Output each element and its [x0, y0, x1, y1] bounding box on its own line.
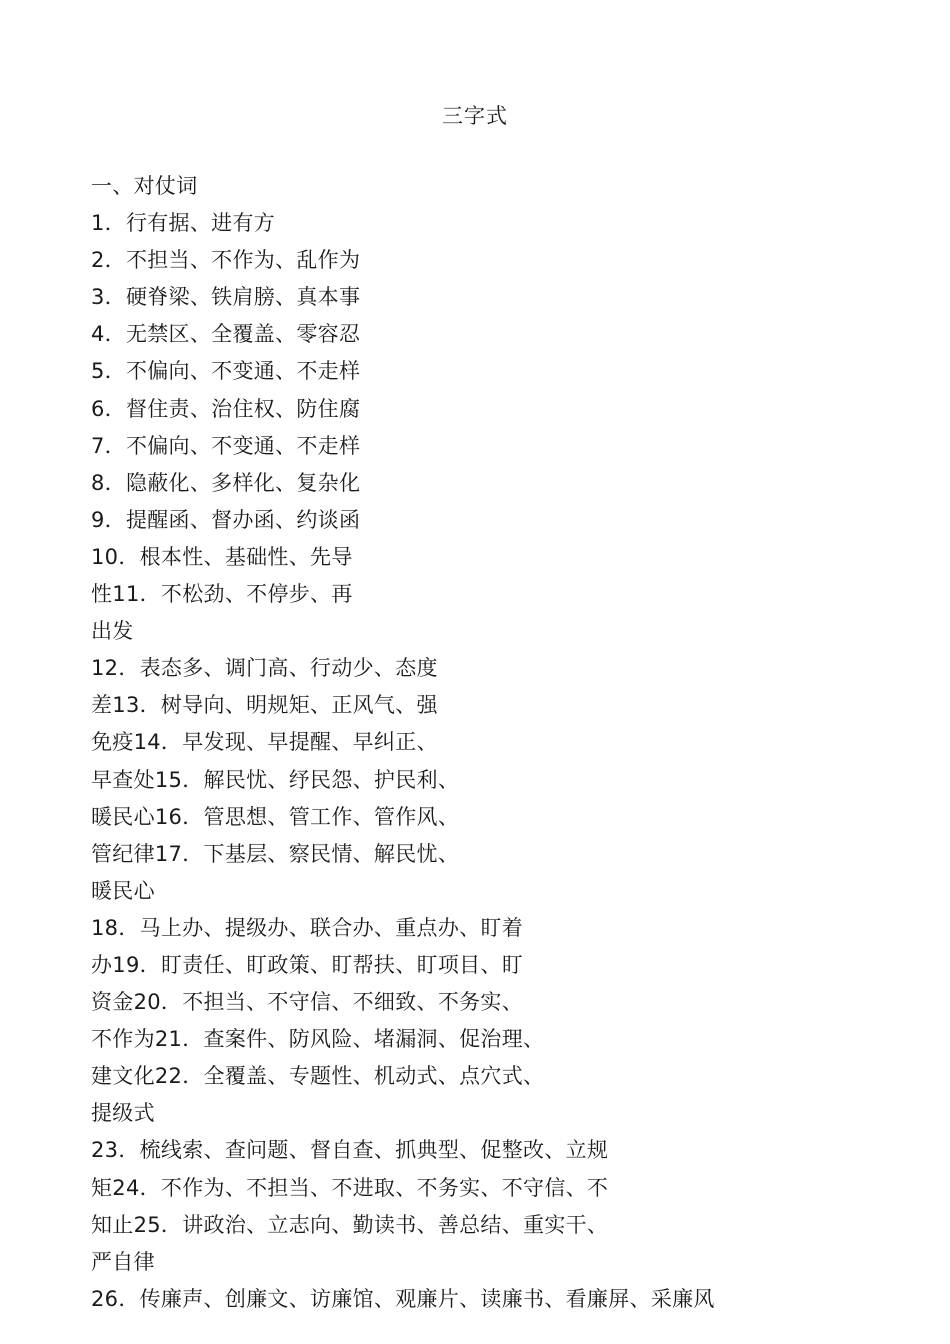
- text-line: 一、对仗词: [91, 174, 198, 198]
- document-body: [91, 168, 911, 1318]
- text-line: 严自律: [91, 1249, 155, 1274]
- text-line: 1．行有据、进有方: [91, 211, 276, 236]
- text-line: 10．根本性、基础性、先导: [91, 544, 353, 569]
- text-line: 出发: [91, 619, 134, 644]
- text-line: 不作为21．查案件、防风险、堵漏洞、促治理、: [91, 1027, 545, 1052]
- text-line: 管纪律17．下基层、察民情、解民忧、: [91, 841, 460, 866]
- text-line: 提级式: [91, 1101, 155, 1126]
- text-line: 8．隐蔽化、多样化、复杂化: [91, 470, 361, 495]
- text-line: 23．梳线索、查问题、督自查、抓典型、促整改、立规: [91, 1138, 609, 1163]
- text-line: 6．督住责、治住权、防住腐: [91, 396, 361, 421]
- text-line: 早查处15．解民忧、纾民怨、护民利、: [91, 767, 460, 792]
- text-line: 暖民心16．管思想、管工作、管作风、: [91, 804, 460, 829]
- text-line: 性11．不松劲、不停步、再: [91, 582, 353, 607]
- text-line: 资金20．不担当、不守信、不细致、不务实、: [91, 990, 524, 1015]
- text-line: 办19．盯责任、盯政策、盯帮扶、盯项目、盯: [91, 952, 524, 977]
- text-line: 免疫14．早发现、早提醒、早纠正、: [91, 730, 438, 755]
- text-line: 7．不偏向、不变通、不走样: [91, 433, 361, 458]
- document-title: 三字式: [442, 104, 508, 128]
- text-line: 矩24．不作为、不担当、不进取、不务实、不守信、不: [91, 1175, 609, 1200]
- text-line: 暖民心: [91, 878, 155, 903]
- text-line: 2．不担当、不作为、乱作为: [91, 248, 361, 273]
- text-line: 9．提醒函、督办函、约谈函: [91, 507, 361, 532]
- text-line: 知止25．讲政治、立志向、勤读书、善总结、重实干、: [91, 1212, 609, 1237]
- text-line: 3．硬脊梁、铁肩膀、真本事: [91, 285, 361, 310]
- text-line: 18．马上办、提级办、联合办、重点办、盯着: [91, 915, 524, 940]
- text-line: 建文化22．全覆盖、专题性、机动式、点穴式、: [91, 1064, 545, 1089]
- text-line: 差13．树导向、明规矩、正风气、强: [91, 693, 438, 718]
- text-line: 5．不偏向、不变通、不走样: [91, 359, 361, 384]
- text-line: 26．传廉声、创廉文、访廉馆、观廉片、读廉书、看廉屏、采廉风: [91, 1286, 715, 1311]
- text-line: 12．表态多、调门高、行动少、态度: [91, 656, 438, 681]
- text-line: 4．无禁区、全覆盖、零容忍: [91, 322, 361, 347]
